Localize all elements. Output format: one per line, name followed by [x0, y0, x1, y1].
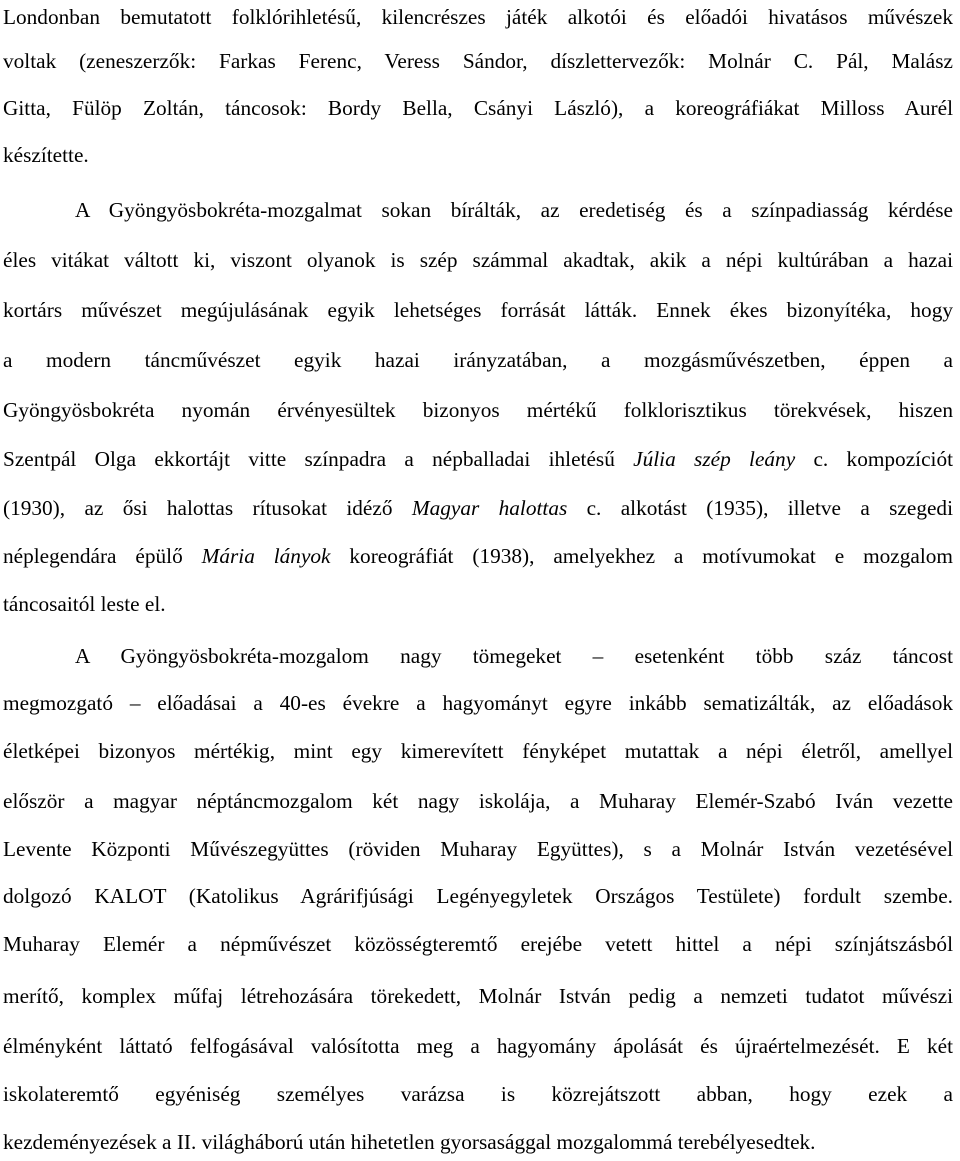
text-line: néplegendára épülő Mária lányok koreográfiát (1938), amelyekhez a motívumokat e mozgalom	[3, 544, 953, 568]
text-line: kortárs művészet megújulásának egyik lehetséges forrását látták. Ennek ékes bizonyítéka, hogy	[3, 298, 953, 322]
text-line: merítő, komplex műfaj létrehozására törekedett, Molnár István pedig a nemzeti tudatot művészi	[3, 984, 953, 1008]
text-line: dolgozó KALOT (Katolikus Agrárifjúsági Legényegyletek Országos Testülete) fordult szembe.	[3, 884, 953, 908]
text-line: A Gyöngyösbokréta-mozgalmat sokan bírálták, az eredetiség és a színpadiasság kérdése	[75, 198, 953, 222]
text-line: A Gyöngyösbokréta-mozgalom nagy tömegeket – esetenként több száz táncost	[75, 644, 953, 668]
text-line: élményként láttató felfogásával valósította meg a hagyomány ápolását és újraértelmezését. E két	[3, 1034, 953, 1058]
text-line: kezdeményezések a II. világháború után hihetetlen gyorsasággal mozgalommá terebélyesedtek.	[3, 1130, 816, 1154]
text-line: éles vitákat váltott ki, viszont olyanok is szép számmal akadtak, akik a népi kultúrában a hazai	[3, 248, 953, 272]
text-line: Muharay Elemér a népművészet közösségteremtő erejébe vetett hittel a népi színjátszásból	[3, 932, 953, 956]
work-title: Mária lányok	[201, 544, 331, 568]
text-line: Londonban bemutatott folklórihletésű, kilencrészes játék alkotói és előadói hivatásos művészek	[3, 5, 953, 29]
text-line: Szentpál Olga ekkortájt vitte színpadra a népballadai ihletésű Júlia szép leány c. kompozíciót	[3, 447, 954, 471]
work-title: Magyar halottas	[411, 496, 568, 520]
text-line: voltak (zeneszerzők: Farkas Ferenc, Veress Sándor, díszlettervezők: Molnár C. Pál, Malász	[3, 49, 953, 73]
text-line: Levente Központi Művészegyüttes (röviden Muharay Együttes), s a Molnár István vezetésével	[3, 837, 953, 861]
text-line: a modern táncművészet egyik hazai irányzatában, a mozgásművészetben, éppen a	[3, 348, 953, 372]
text-line: táncosaitól leste el.	[3, 592, 166, 616]
text-line: készítette.	[3, 143, 89, 167]
text-line: megmozgató – előadásai a 40-es évekre a hagyományt egyre inkább sematizálták, az előadások	[3, 691, 953, 715]
text-line: Gyöngyösbokréta nyomán érvényesültek bizonyos mértékű folklorisztikus törekvések, hiszen	[3, 398, 953, 422]
text-line: először a magyar néptáncmozgalom két nagy iskolája, a Muharay Elemér-Szabó Iván vezette	[3, 789, 953, 813]
text-line: Gitta, Fülöp Zoltán, táncosok: Bordy Bella, Csányi László), a koreográfiákat Milloss Aurél	[3, 96, 953, 120]
work-title: Júlia szép leány	[633, 447, 796, 471]
text-line: életképei bizonyos mértékig, mint egy kimerevített fényképet mutattak a népi életről, amellyel	[3, 739, 953, 763]
text-line: (1930), az ősi halottas rítusokat idéző Magyar halottas c. alkotást (1935), illetve a szegedi	[3, 496, 953, 520]
text-line: iskolateremtő egyéniség személyes varázsa is közrejátszott abban, hogy ezek a	[3, 1082, 953, 1106]
